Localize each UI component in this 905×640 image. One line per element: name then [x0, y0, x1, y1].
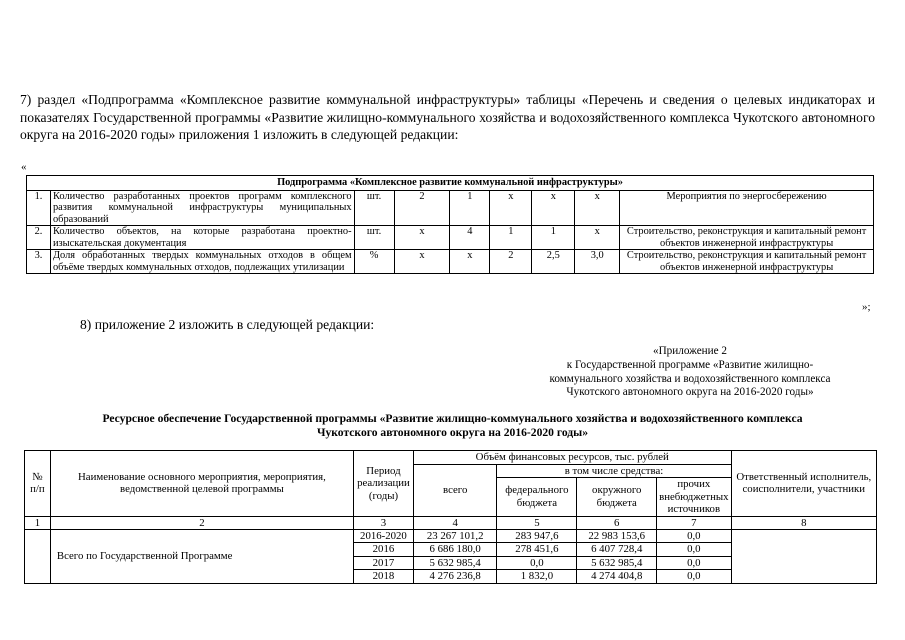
value-cell: 4 — [450, 226, 490, 250]
header-volume: Объём финансовых ресурсов, тыс. рублей — [413, 451, 731, 465]
paragraph-8: 8) приложение 2 изложить в следующей редакции: — [80, 317, 375, 332]
other-cell: 0,0 — [657, 570, 731, 584]
value-cell: 1 — [532, 226, 575, 250]
federal-cell: 1 832,0 — [497, 570, 577, 584]
column-number: 8 — [731, 516, 876, 529]
table-row — [25, 529, 877, 543]
header-name: Наименование основного мероприятия, мероприятия, ведомственной целевой программы — [50, 451, 353, 517]
section-title — [20, 412, 885, 440]
column-number: 4 — [413, 516, 497, 529]
total-cell: 4 276 236,8 — [413, 570, 497, 584]
value-cell: 1 — [490, 226, 532, 250]
total-label: Всего по Государственной Программе — [50, 529, 353, 583]
measure-cell: Строительство, реконструкция и капитальный ремонт объектов инженерной инфраструктуры — [620, 226, 874, 250]
value-cell: х — [532, 190, 575, 226]
table-row — [27, 190, 874, 226]
header-responsible: Ответственный исполнитель, соисполнители, участники — [731, 451, 876, 517]
row-number: 3. — [27, 250, 51, 274]
appendix-line: коммунального хозяйства и водохозяйственного комплекса — [549, 372, 831, 385]
unit-cell: шт. — [354, 190, 394, 226]
header-num: № п/п — [25, 451, 51, 517]
value-cell: 2 — [394, 190, 450, 226]
value-cell: х — [394, 250, 450, 274]
value-cell: х — [490, 190, 532, 226]
measure-cell: Строительство, реконструкция и капитальный ремонт объектов инженерной инфраструктуры — [620, 250, 874, 274]
period-cell: 2017 — [353, 556, 413, 570]
column-number: 3 — [353, 516, 413, 529]
row-number: 2. — [27, 226, 51, 250]
indicators-table — [26, 175, 874, 274]
quote-open: « — [21, 161, 27, 173]
other-cell: 0,0 — [657, 529, 731, 543]
value-cell: 2 — [490, 250, 532, 274]
period-cell: 2016 — [353, 543, 413, 557]
header-federal: федерального бюджета — [497, 478, 577, 517]
column-number: 7 — [657, 516, 731, 529]
total-cell: 5 632 985,4 — [413, 556, 497, 570]
district-cell: 5 632 985,4 — [577, 556, 657, 570]
appendix-line: к Государственной программе «Развитие жилищно- — [566, 358, 814, 371]
federal-cell: 0,0 — [497, 556, 577, 570]
quote-close: »; — [862, 301, 871, 313]
header-other: прочих внебюджетных источников — [657, 478, 731, 517]
period-cell: 2018 — [353, 570, 413, 584]
district-cell: 4 274 404,8 — [577, 570, 657, 584]
header-total: всего — [413, 464, 497, 516]
district-cell: 22 983 153,6 — [577, 529, 657, 543]
federal-cell: 283 947,6 — [497, 529, 577, 543]
other-cell: 0,0 — [657, 543, 731, 557]
paragraph-7: 7) раздел «Подпрограмма «Комплексное развитие коммунальной инфраструктуры» таблицы «Перечень и сведения о целевых индикаторах и показателях Государственной программы «Развитие жилищно-коммунального хозяйства и водохозяйственного комплекса Чукотского автономного округа на 2016-2020 годы» приложения 1 изложить в следующей редакции: — [20, 92, 875, 142]
indicator-name: Количество разработанных проектов программ комплексного развития коммунальной инфраструктуры муниципальных образований — [50, 190, 354, 226]
federal-cell: 278 451,6 — [497, 543, 577, 557]
value-cell: х — [450, 250, 490, 274]
indicator-name: Количество объектов, на которые разработана проектно-изыскательская документация — [50, 226, 354, 250]
column-number: 6 — [577, 516, 657, 529]
value-cell: 3,0 — [575, 250, 620, 274]
column-number: 1 — [25, 516, 51, 529]
indicator-name: Доля обработанных твердых коммунальных отходов в общем объёме твердых коммунальных отходов, подлежащих утилизации — [50, 250, 354, 274]
section-title-line: Чукотского автономного округа на 2016-2020 годы» — [316, 426, 589, 439]
total-num-cell — [25, 529, 51, 583]
value-cell: 2,5 — [532, 250, 575, 274]
responsible-cell — [731, 529, 876, 583]
period-cell: 2016-2020 — [353, 529, 413, 543]
unit-cell: % — [354, 250, 394, 274]
appendix-header — [520, 345, 860, 400]
district-cell: 6 407 728,4 — [577, 543, 657, 557]
total-cell: 23 267 101,2 — [413, 529, 497, 543]
total-cell: 6 686 180,0 — [413, 543, 497, 557]
table-row — [27, 250, 874, 274]
value-cell: х — [575, 226, 620, 250]
header-including: в том числе средства: — [497, 464, 731, 478]
unit-cell: шт. — [354, 226, 394, 250]
column-number: 5 — [497, 516, 577, 529]
row-number: 1. — [27, 190, 51, 226]
resource-table — [24, 450, 877, 584]
table-row — [27, 226, 874, 250]
appendix-line: Чукотского автономного округа на 2016-2020 годы» — [566, 386, 814, 399]
other-cell: 0,0 — [657, 556, 731, 570]
column-numbers-row — [25, 516, 877, 529]
column-number: 2 — [50, 516, 353, 529]
value-cell: х — [394, 226, 450, 250]
measure-cell: Мероприятия по энергосбережению — [620, 190, 874, 226]
header-period: Период реализации (годы) — [353, 451, 413, 517]
value-cell: 1 — [450, 190, 490, 226]
appendix-line: «Приложение 2 — [652, 345, 728, 357]
value-cell: х — [575, 190, 620, 226]
section-title-line: Ресурсное обеспечение Государственной программы «Развитие жилищно-коммунального хозяйства и водохозяйственного комплекса — [102, 412, 803, 425]
header-district: окружного бюджета — [577, 478, 657, 517]
subprogram-title: Подпрограмма «Комплексное развитие коммунальной инфраструктуры» — [27, 176, 874, 191]
